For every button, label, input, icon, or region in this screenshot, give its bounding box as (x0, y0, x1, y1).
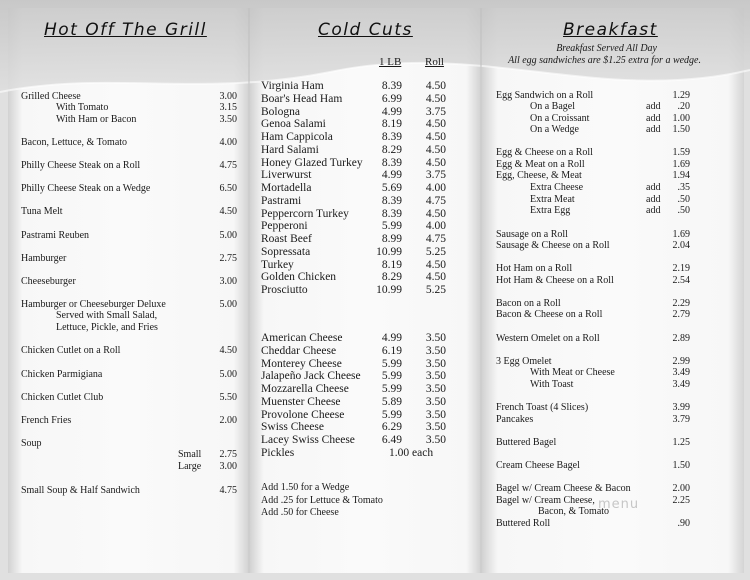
cheese-name: Mozzarella Cheese (261, 383, 349, 395)
breakfast-item-price: .50 (677, 205, 690, 216)
coldcut-lb-price: 8.19 (381, 118, 402, 131)
grill-item-price: 6.50 (219, 183, 237, 194)
coldcut-name: Hard Salami (261, 143, 319, 156)
breakfast-item-name: Buttered Bagel (496, 437, 557, 448)
breakfast-item-price: 3.99 (672, 402, 690, 413)
grill-item-price: 3.00 (219, 276, 237, 287)
cheese-name: Lacey Swiss Cheese (261, 434, 355, 446)
coldcut-name: Liverwurst (261, 169, 312, 182)
cheese-name: Monterey Cheese (261, 357, 342, 370)
breakfast-item-price: 1.69 (672, 229, 690, 240)
coldcut-roll-price: 4.50 (425, 207, 446, 220)
grill-item-price: 4.00 (219, 137, 237, 148)
breakfast-item-price: 2.79 (672, 309, 690, 320)
grill-item-price: 4.50 (219, 345, 237, 356)
coldcut-roll-price: 4.50 (425, 131, 446, 143)
breakfast-item-name: Cream Cheese Bagel (496, 460, 580, 471)
coldcut-roll-price: 4.50 (425, 92, 446, 105)
breakfast-note-1: Breakfast Served All Day (556, 43, 657, 54)
cheese-lb-price: 6.49 (381, 434, 402, 446)
coldcut-name: Turkey (261, 258, 294, 271)
cheese-lb-price: 5.99 (381, 408, 402, 421)
cheese-roll-price: 3.50 (425, 434, 446, 446)
grill-item-price: 3.50 (219, 114, 237, 125)
grill-item-name: Philly Cheese Steak on a Wedge (21, 183, 151, 194)
breakfast-item-price: .90 (677, 518, 690, 529)
coldcut-name: Peppercorn Turkey (261, 207, 349, 220)
breakfast-add-label: add (646, 205, 661, 216)
breakfast-item-name: Egg Sandwich on a Roll (496, 90, 594, 101)
coldcut-roll-price: 4.75 (425, 194, 446, 207)
breakfast-item-name: Western Omelet on a Roll (496, 333, 600, 344)
coldcut-roll-price: 5.25 (425, 245, 446, 258)
cheese-roll-price: 3.50 (425, 408, 446, 421)
coldcut-roll-price: 4.50 (425, 118, 446, 131)
breakfast-item-name: Extra Cheese (530, 182, 584, 193)
coldcut-name: Prosciutto (261, 284, 308, 296)
coldcut-name: Boar's Head Ham (261, 92, 343, 105)
coldcut-name: Honey Glazed Turkey (261, 156, 363, 169)
column-header-roll: Roll (425, 56, 444, 68)
breakfast-item-name: Sausage & Cheese on a Roll (496, 240, 610, 251)
coldcut-roll-price: 3.75 (425, 105, 446, 118)
cheese-lb-price: 4.99 (381, 332, 402, 344)
coldcut-name: Roast Beef (261, 233, 312, 245)
column-header-lb: 1 LB (379, 56, 402, 68)
breakfast-add-label: add (646, 113, 661, 124)
coldcut-name: Pepperoni (261, 220, 308, 233)
coldcut-name: Bologna (261, 105, 300, 118)
grill-item-name: Pastrami Reuben (21, 230, 90, 241)
grill-item-name: Tuna Melt (21, 206, 63, 217)
breakfast-item-price: 2.29 (672, 298, 690, 309)
grill-item-name: Chicken Cutlet Club (21, 392, 104, 403)
breakfast-item-name: Extra Meat (530, 194, 575, 205)
coldcut-lb-price: 5.99 (381, 220, 402, 233)
coldcut-roll-price: 4.75 (425, 233, 446, 245)
breakfast-item-name: On a Wedge (530, 124, 579, 135)
coldcut-lb-price: 4.99 (381, 105, 402, 118)
coldcut-lb-price: 8.99 (381, 233, 402, 245)
grill-item-price: 2.75 (219, 253, 237, 264)
grill-item-price: 3.00 (219, 461, 237, 472)
coldcut-lb-price: 8.39 (381, 131, 402, 143)
breakfast-item-price: .20 (677, 101, 690, 112)
breakfast-item-name: French Toast (4 Slices) (496, 402, 589, 413)
cheese-roll-price: 3.50 (425, 395, 446, 408)
breakfast-add-label: add (646, 124, 661, 135)
cheese-lb-price: 5.99 (381, 357, 402, 370)
addon-note: Add 1.50 for a Wedge (261, 482, 350, 493)
breakfast-item-price: .50 (677, 194, 690, 205)
grill-item-price: 4.50 (219, 206, 237, 217)
coldcut-name: Genoa Salami (261, 118, 326, 131)
grill-item-name: Small Soup & Half Sandwich (21, 485, 140, 496)
breakfast-item-price: 2.00 (672, 483, 690, 494)
cheese-name: Jalapeño Jack Cheese (261, 370, 361, 383)
coldcut-roll-price: 4.50 (425, 80, 446, 92)
coldcut-lb-price: 8.39 (381, 194, 402, 207)
cheese-name: Muenster Cheese (261, 395, 341, 408)
breakfast-item-price: 2.99 (672, 356, 690, 367)
breakfast-item-name: Egg & Meat on a Roll (496, 159, 585, 170)
breakfast-item-name: Hot Ham & Cheese on a Roll (496, 275, 614, 286)
grill-item-name: Chicken Cutlet on a Roll (21, 345, 121, 356)
watermark: menu (598, 497, 640, 512)
coldcut-lb-price: 10.99 (376, 284, 402, 296)
breakfast-item-price: 1.69 (672, 159, 690, 170)
coldcut-roll-price: 4.00 (425, 182, 446, 194)
coldcut-name: Mortadella (261, 182, 312, 194)
grill-item-name: Lettuce, Pickle, and Fries (56, 322, 158, 333)
breakfast-item-name: Bagel w/ Cream Cheese & Bacon (496, 483, 631, 494)
grill-item-name: Served with Small Salad, (56, 310, 158, 321)
breakfast-item-price: 2.54 (672, 275, 690, 286)
cheese-name: Provolone Cheese (261, 408, 345, 421)
coldcut-lb-price: 5.69 (381, 182, 402, 194)
grill-item-price: 5.00 (219, 299, 237, 310)
breakfast-item-name: 3 Egg Omelet (496, 356, 552, 367)
cheese-lb-price: 6.29 (381, 421, 402, 434)
breakfast-item-name: On a Croissant (530, 113, 590, 124)
breakfast-item-name: Hot Ham on a Roll (496, 263, 573, 274)
coldcut-roll-price: 5.25 (425, 284, 446, 296)
breakfast-header: Breakfast (563, 20, 658, 40)
coldcut-lb-price: 8.29 (381, 271, 402, 284)
cheese-roll-price: 3.50 (425, 421, 446, 434)
cheese-lb-price: 5.89 (381, 395, 402, 408)
pickles-price: 1.00 each (389, 447, 434, 459)
breakfast-item-name: Egg, Cheese, & Meat (496, 170, 582, 181)
breakfast-item-name: Egg & Cheese on a Roll (496, 147, 593, 158)
cheese-roll-price: 3.50 (425, 344, 446, 357)
breakfast-item-price: 1.25 (672, 437, 690, 448)
coldcut-name: Golden Chicken (261, 271, 337, 284)
grill-item-price: 4.75 (219, 485, 237, 496)
coldcut-roll-price: 4.50 (425, 258, 446, 271)
grill-item-name: With Ham or Bacon (56, 114, 137, 125)
coldcut-lb-price: 8.39 (381, 80, 402, 92)
breakfast-item-name: Pancakes (496, 414, 534, 425)
breakfast-item-name: Bacon, & Tomato (538, 506, 610, 517)
grill-item-name: Hamburger (21, 253, 67, 264)
breakfast-item-name: Bacon on a Roll (496, 298, 561, 309)
coldcut-lb-price: 6.99 (381, 92, 402, 105)
breakfast-add-label: add (646, 182, 661, 193)
coldcut-lb-price: 8.29 (381, 143, 402, 156)
breakfast-item-name: Buttered Roll (496, 518, 551, 529)
cheese-lb-price: 5.99 (381, 370, 402, 383)
coldcut-name: Ham Cappicola (261, 131, 333, 143)
breakfast-item-name: With Meat or Cheese (530, 367, 615, 378)
breakfast-item-name: With Toast (530, 379, 574, 390)
grill-item-name: Grilled Cheese (21, 91, 81, 102)
breakfast-item-price: 1.94 (672, 170, 690, 181)
pickles-label: Pickles (261, 447, 295, 459)
breakfast-item-price: 1.29 (672, 90, 690, 101)
grill-item-name: Philly Cheese Steak on a Roll (21, 160, 141, 171)
breakfast-item-price: 1.00 (672, 113, 690, 124)
breakfast-item-price: 2.89 (672, 333, 690, 344)
breakfast-item-name: Bacon & Cheese on a Roll (496, 309, 603, 320)
grill-item-name: Hamburger or Cheeseburger Deluxe (21, 299, 166, 310)
cheese-name: American Cheese (261, 332, 343, 344)
cheese-roll-price: 3.50 (425, 383, 446, 395)
cheese-name: Swiss Cheese (261, 421, 324, 434)
breakfast-item-price: 3.79 (672, 414, 690, 425)
grill-item-name: French Fries (21, 415, 72, 426)
breakfast-item-name: Extra Egg (530, 205, 571, 216)
cheese-lb-price: 5.99 (381, 383, 402, 395)
breakfast-add-label: add (646, 194, 661, 205)
breakfast-item-price: 2.04 (672, 240, 690, 251)
addon-note: Add .50 for Cheese (261, 507, 339, 518)
grill-header: Hot Off The Grill (44, 20, 207, 40)
grill-item-price: 5.50 (219, 392, 237, 403)
grill-item-price: 3.00 (219, 91, 237, 102)
grill-item-name: Soup (21, 438, 42, 449)
grill-item-price: 4.75 (219, 160, 237, 171)
breakfast-item-name: On a Bagel (530, 101, 575, 112)
grill-item-price: 2.75 (219, 449, 237, 460)
grill-item-name: Small (178, 449, 202, 460)
coldcuts-header: Cold Cuts (318, 20, 413, 40)
cheese-roll-price: 3.50 (425, 357, 446, 370)
breakfast-add-label: add (646, 101, 661, 112)
coldcut-roll-price: 3.75 (425, 169, 446, 182)
coldcut-roll-price: 4.00 (425, 220, 446, 233)
cheese-lb-price: 6.19 (381, 344, 402, 357)
grill-item-name: With Tomato (56, 102, 109, 113)
coldcut-lb-price: 10.99 (376, 245, 402, 258)
grill-item-name: Bacon, Lettuce, & Tomato (21, 137, 128, 148)
cheese-roll-price: 3.50 (425, 370, 446, 383)
grill-item-price: 3.15 (219, 102, 237, 113)
breakfast-item-price: 2.19 (672, 263, 690, 274)
addon-note: Add .25 for Lettuce & Tomato (261, 494, 383, 506)
grill-item-name: Cheeseburger (21, 276, 76, 287)
breakfast-item-price: .35 (677, 182, 690, 193)
coldcut-name: Pastrami (261, 194, 302, 207)
grill-item-price: 5.00 (219, 369, 237, 380)
breakfast-item-price: 1.50 (672, 124, 690, 135)
coldcut-lb-price: 8.39 (381, 207, 402, 220)
cheese-name: Cheddar Cheese (261, 344, 337, 357)
grill-item-price: 2.00 (219, 415, 237, 426)
breakfast-item-price: 1.50 (672, 460, 690, 471)
grill-item-price: 5.00 (219, 230, 237, 241)
cheese-roll-price: 3.50 (425, 332, 446, 344)
coldcut-name: Virginia Ham (261, 80, 324, 92)
grill-item-name: Large (178, 461, 202, 472)
coldcut-lb-price: 8.39 (381, 156, 402, 169)
grill-item-name: Chicken Parmigiana (21, 369, 103, 380)
breakfast-item-price: 3.49 (672, 367, 690, 378)
breakfast-note-2: All egg sandwiches are $1.25 extra for a wedge. (508, 55, 701, 66)
breakfast-item-price: 1.59 (672, 147, 690, 158)
coldcut-name: Sopressata (261, 245, 311, 258)
breakfast-item-name: Sausage on a Roll (496, 229, 568, 240)
breakfast-item-price: 3.49 (672, 379, 690, 390)
coldcut-roll-price: 4.50 (425, 143, 446, 156)
coldcut-roll-price: 4.50 (425, 271, 446, 284)
coldcut-lb-price: 4.99 (381, 169, 402, 182)
breakfast-item-name: Bagel w/ Cream Cheese, (496, 495, 595, 506)
coldcut-lb-price: 8.19 (381, 258, 402, 271)
breakfast-item-price: 2.25 (672, 495, 690, 506)
coldcut-roll-price: 4.50 (425, 156, 446, 169)
